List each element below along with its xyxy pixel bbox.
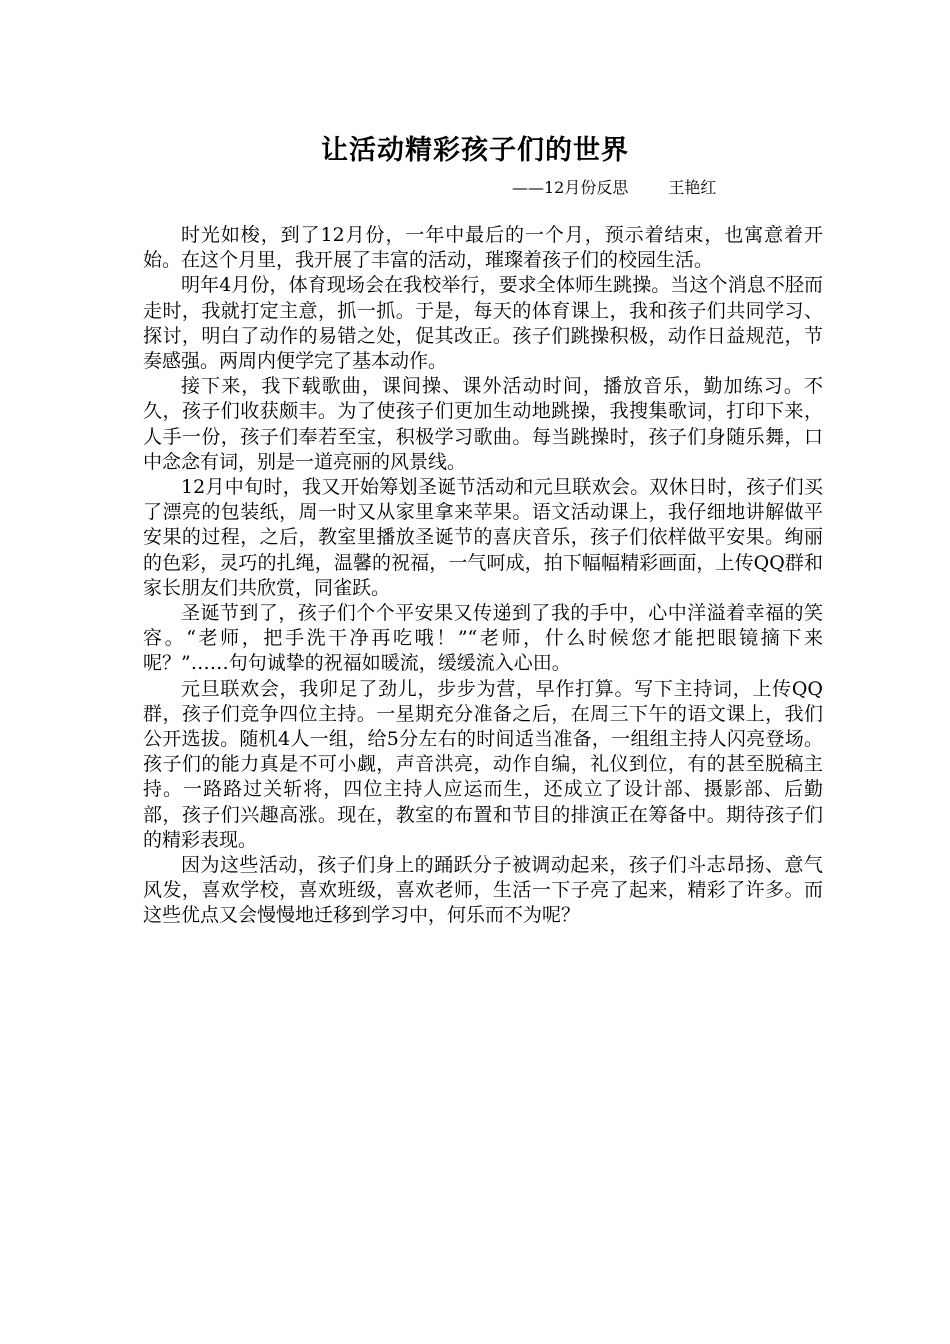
paragraph: 元旦联欢会，我卯足了劲儿，步步为营，早作打算。写下主持词，上传QQ群，孩子们竞争四位主持。一星期充分准备之后，在周三下午的语文课上，我们公开选拔。随机4人一组，给5分左右的时间适当准备，一组组主持人闪亮登场。孩子们的能力真是不可小觑，声音洪亮，动作自编，礼仪到位，有的甚至脱稿主持。一路路过关斩将，四位主持人应运而生，还成立了设计部、摄影部、后勤部，孩子们兴趣高涨。现在，教室的布置和节目的排演正在筹备中。期待孩子们的精彩表现。: [143, 677, 823, 851]
paragraph: 明年4月份，体育现场会在我校举行，要求全体师生跳操。当这个消息不胫而走时，我就打定主意，抓一抓。于是，每天的体育课上，我和孩子们共同学习、探讨，明白了动作的易错之处，促其改正。孩子们跳操积极，动作日益规范，节奏感强。两周内便学完了基本动作。: [143, 274, 823, 373]
subtitle-text: ——12月份反思: [512, 178, 629, 197]
paragraph: 时光如梭，到了12月份，一年中最后的一个月，预示着结束，也寓意着开始。在这个月里，我开展了丰富的活动，璀璨着孩子们的校园生活。: [143, 224, 823, 272]
paragraph: 因为这些活动，孩子们身上的踊跃分子被调动起来，孩子们斗志昂扬、意气风发，喜欢学校，喜欢班级，喜欢老师，生活一下子亮了起来，精彩了许多。而这些优点又会慢慢地迁移到学习中，何乐而不为呢？: [143, 854, 823, 927]
paragraph: 圣诞节到了，孩子们个个平安果又传递到了我的手中，心中洋溢着幸福的笑容。“老师，把手洗干净再吃哦！”“老师，什么时候您才能把眼镜摘下来呢？”……句句诚挚的祝福如暖流，缓缓流入心田。: [143, 602, 823, 675]
paragraph: 12月中旬时，我又开始筹划圣诞节活动和元旦联欢会。双休日时，孩子们买了漂亮的包装纸，周一时又从家里拿来苹果。语文活动课上，我仔细地讲解做平安果的过程，之后，教室里播放圣诞节的喜庆音乐，孩子们依样做平安果。绚丽的色彩，灵巧的扎绳，温馨的祝福，一气呵成，拍下幅幅精彩画面，上传QQ群和家长朋友们共欣赏，同雀跃。: [143, 476, 823, 599]
document-subtitle: [512, 177, 812, 199]
paragraph: 接下来，我下载歌曲，课间操、课外活动时间，播放音乐，勤加练习。不久，孩子们收获颇丰。为了使孩子们更加生动地跳操，我搜集歌词，打印下来，人手一份，孩子们奉若至宝，积极学习歌曲。每当跳操时，孩子们身随乐舞，口中念念有词，别是一道亮丽的风景线。: [143, 375, 823, 473]
document-body: [143, 223, 823, 929]
document-title: 让活动精彩孩子们的世界: [321, 135, 629, 166]
author-name: 王艳红: [668, 178, 717, 197]
